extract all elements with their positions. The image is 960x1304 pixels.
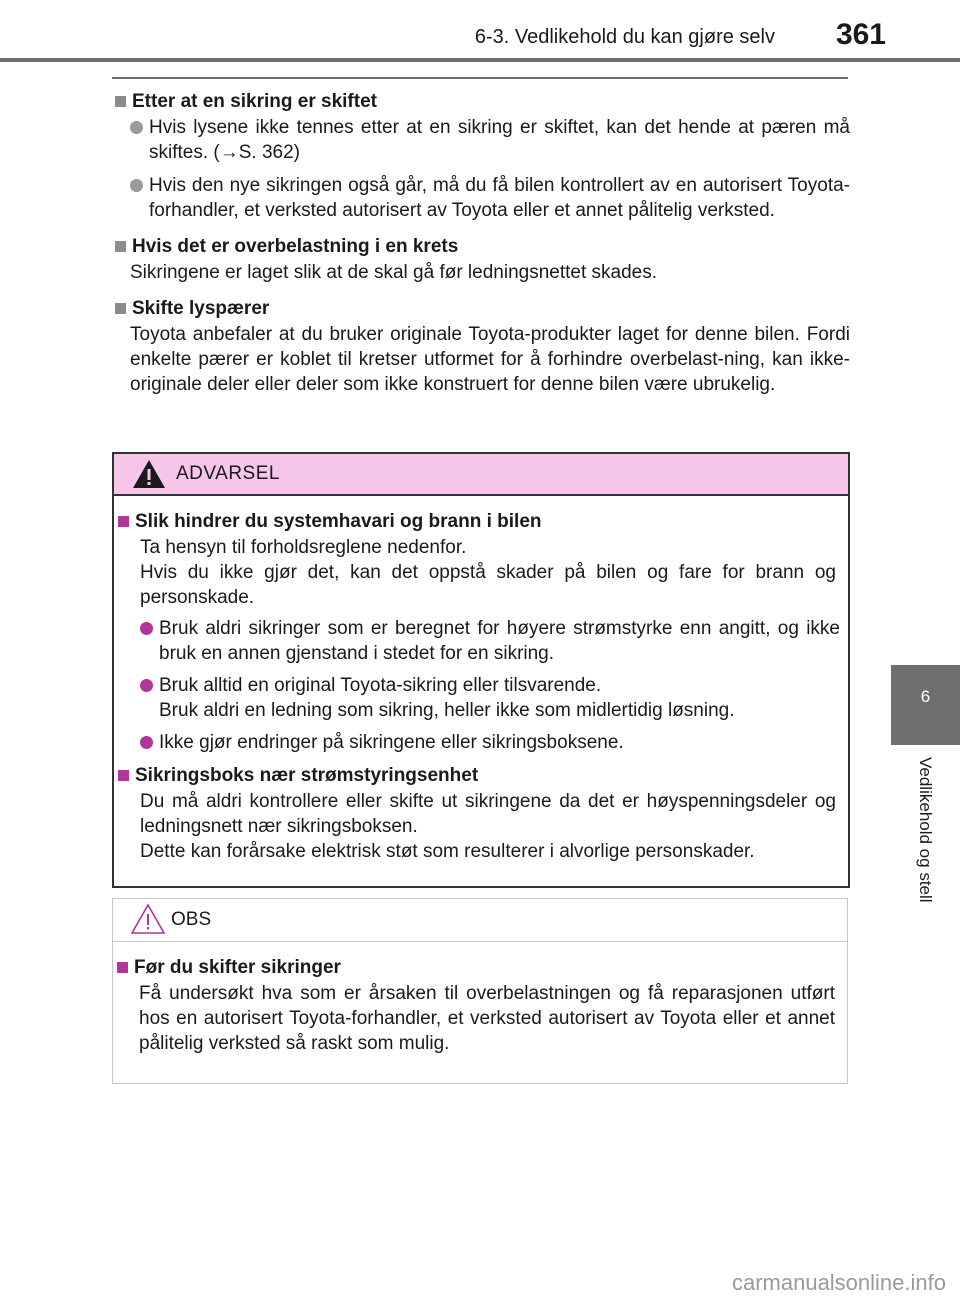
paragraph: Ta hensyn til forholdsreglene nedenfor. [140,537,467,558]
square-bullet-icon [118,770,129,781]
warning-triangle-icon [132,458,166,490]
main-content [110,88,850,407]
round-bullet-icon [140,622,153,635]
round-bullet-icon [130,179,143,192]
list-item: Hvis lysene ikke tennes etter at en sikring er skiftet, kan det hende at pæren må skiftes. (→S. 362) [130,115,850,165]
square-bullet-icon [115,303,126,314]
notice-box [112,898,848,1084]
square-bullet-icon [117,962,128,973]
round-bullet-icon [130,121,143,134]
chapter-label [891,745,960,925]
paragraph: Toyota anbefaler at du bruker originale Toyota-produkter laget for denne bilen. Fordi enkelte pærer er koblet til kretser utformet for å forhindre overbelast-ning, kan ikke-originale deler eller deler som ikke konstruert for denne bilen være ubrukelig. [130,324,850,395]
warning-box [112,452,850,888]
chapter-tab [891,665,960,745]
warning-body [114,496,848,864]
watermark: carmanualsonline.info [731,1270,946,1295]
section-heading: Etter at en sikring er skiftet [110,88,850,115]
paragraph: Du må aldri kontrollere eller skifte ut sikringene da det er høyspenningsdeler og ledningsnett nær sikringsboksen. [140,791,836,837]
list-item: Bruk aldri sikringer som er beregnet for høyere strømstyrke enn angitt, og ikke bruk en annen gjenstand i stedet for en sikring. [140,616,840,666]
section-heading: Før du skifter sikringer [117,954,839,981]
square-bullet-icon [118,516,129,527]
chapter-label-text: Vedlikehold og stell [916,757,935,903]
round-bullet-icon [140,736,153,749]
warning-header [114,454,848,496]
caution-triangle-icon [131,903,165,935]
section-heading: Slik hindrer du systemhavari og brann i bilen [118,508,840,535]
section-overload [110,233,850,285]
list-item: Hvis den nye sikringen også går, må du få bilen kontrollert av en autorisert Toyota-forhandler, et verksted autorisert av Toyota eller et annet pålitelig verksted. [130,173,850,223]
paragraph: Hvis du ikke gjør det, kan det oppstå skader på bilen og fare for brann og personskade. [140,562,836,608]
square-bullet-icon [115,96,126,107]
page-number: 361 [835,18,886,51]
notice-header [113,899,847,942]
notice-body [113,942,847,1056]
list-item: Bruk alltid en original Toyota-sikring eller tilsvarende. Bruk aldri en ledning som sikring, heller ikke som midlertidig løsning. [140,673,840,723]
section-bulbs [110,295,850,397]
header-rule [0,58,960,62]
section-after-fuse [110,88,850,223]
section-title: 6-3. Vedlikehold du kan gjøre selv [474,26,775,48]
section-heading: Skifte lyspærer [110,295,850,322]
chapter-number: 6 [920,687,931,706]
warning-label: ADVARSEL [176,463,280,484]
paragraph: Få undersøkt hva som er årsaken til overbelastningen og få reparasjonen utført hos en autorisert Toyota-forhandler, et verksted autorisert av Toyota eller et annet pålitelig verksted så raskt som mulig. [139,983,835,1054]
list-item: Ikke gjør endringer på sikringene eller sikringsboksene. [140,730,840,755]
section-heading: Sikringsboks nær strømstyringsenhet [118,762,840,789]
paragraph: Dette kan forårsake elektrisk støt som resulterer i alvorlige personskader. [140,841,755,862]
section-heading: Hvis det er overbelastning i en krets [110,233,850,260]
content-rule [112,77,848,79]
square-bullet-icon [115,241,126,252]
round-bullet-icon [140,679,153,692]
paragraph: Sikringene er laget slik at de skal gå før ledningsnettet skades. [130,262,658,283]
notice-label: OBS [171,909,212,930]
